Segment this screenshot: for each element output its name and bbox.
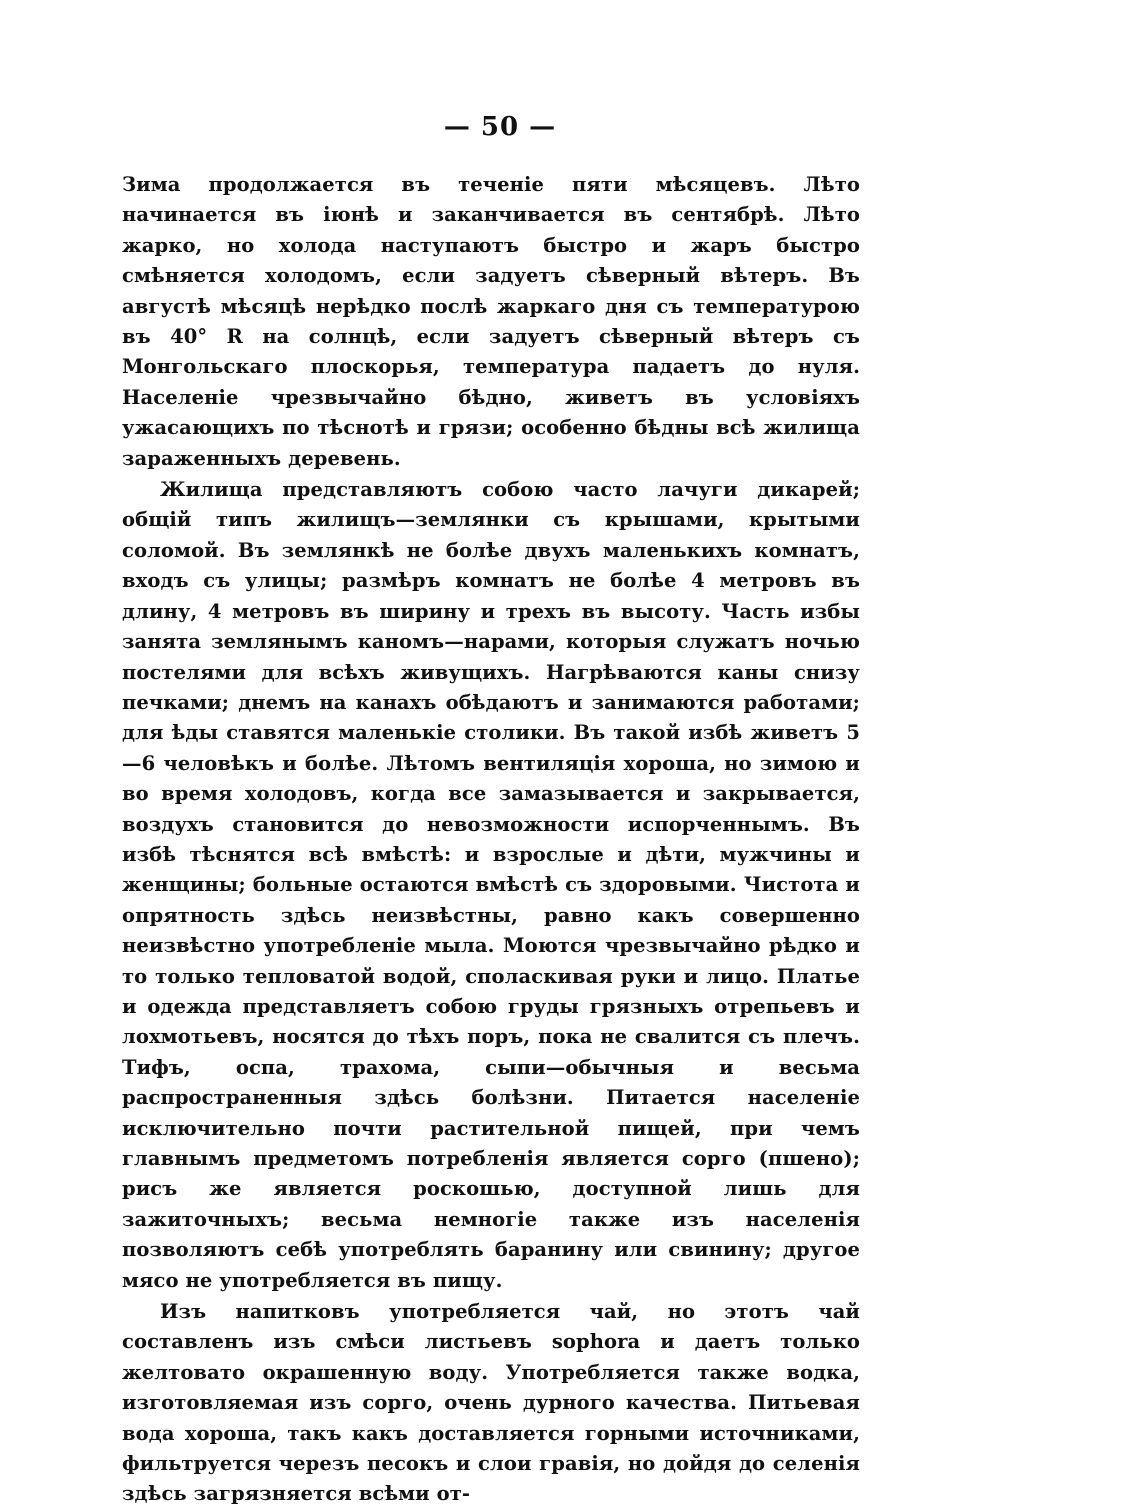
- paragraph-winter-climate: Зима продолжается въ теченіе пяти мѣсяцевъ. Лѣто начинается въ іюнѣ и заканчивается въ сентябрѣ. Лѣто жарко, но холода наступаютъ быстро и жаръ быстро смѣняется холодомъ, если задуетъ сѣверный вѣтеръ. Въ августѣ мѣсяцѣ нерѣдко послѣ жаркаго дня съ температурою въ 40° R на солнцѣ, если задуетъ сѣверный вѣтеръ съ Монгольскаго плоскорья, температура падаетъ до нуля. Населеніе чрезвычайно бѣдно, живетъ въ условіяхъ ужасающихъ по тѣснотѣ и грязи; особенно бѣдны всѣ жилища зараженныхъ деревень.: [122, 173, 860, 470]
- page-number: — 50 —: [443, 112, 557, 142]
- body-text: [122, 170, 860, 1510]
- paragraph-dwellings: Жилища представляютъ собою часто лачуги дикарей; общій типъ жилищъ—землянки съ крышами, крытыми соломой. Въ землянкѣ не болѣе двухъ маленькихъ комнатъ, входъ съ улицы; размѣръ комнатъ не болѣе 4 метровъ въ длину, 4 метровъ въ ширину и трехъ въ высоту. Часть избы занята землянымъ каномъ—нарами, которыя служатъ ночью постелями для всѣхъ живущихъ. Нагрѣваются каны снизу печками; днемъ на канахъ обѣдаютъ и занимаются работами; для ѣды ставятся маленькіе столики. Въ такой избѣ живетъ 5—6 человѣкъ и болѣе. Лѣтомъ вентиляція хороша, но зимою и во время холодовъ, когда все замазывается и закрывается, воздухъ становится до невозможности испорченнымъ. Въ избѣ тѣснятся всѣ вмѣстѣ: и взрослые и дѣти, мужчины и женщины; больные остаются вмѣстѣ съ здоровыми. Чистота и опрятность здѣсь неизвѣстны, равно какъ совершенно неизвѣстно употребленіе мыла. Моются чрезвычайно рѣдко и то только тепловатой водой, споласкивая руки и лицо. Платье и одежда представляетъ собою груды грязныхъ отрепьевъ и лохмотьевъ, носятся до тѣхъ поръ, пока не свалится съ плечъ. Тифъ, оспа, трахома, сыпи—обычныя и весьма распространенныя здѣсь болѣзни. Питается населеніе исключительно почти растительной пищей, при чемъ главнымъ предметомъ потребленія является сорго (пшено); рисъ же является роскошью, доступной лишь для зажиточныхъ; весьма немногіе также изъ населенія позволяютъ себѣ употреблять баранину или свинину; другое мясо не употребляется въ пищу.: [122, 478, 860, 1292]
- paragraph-drinks-water: Изъ напитковъ употребляется чай, но этотъ чай составленъ изъ смѣси листьевъ sophora и даетъ только желтовато окрашенную воду. Употребляется также водка, изготовляемая изъ сорго, очень дурного качества. Питьевая вода хороша, такъ какъ доставляется горными источниками, фильтруется черезъ песокъ и слои гравія, но дойдя до селенія здѣсь загрязняется всѣми от-: [122, 1300, 860, 1506]
